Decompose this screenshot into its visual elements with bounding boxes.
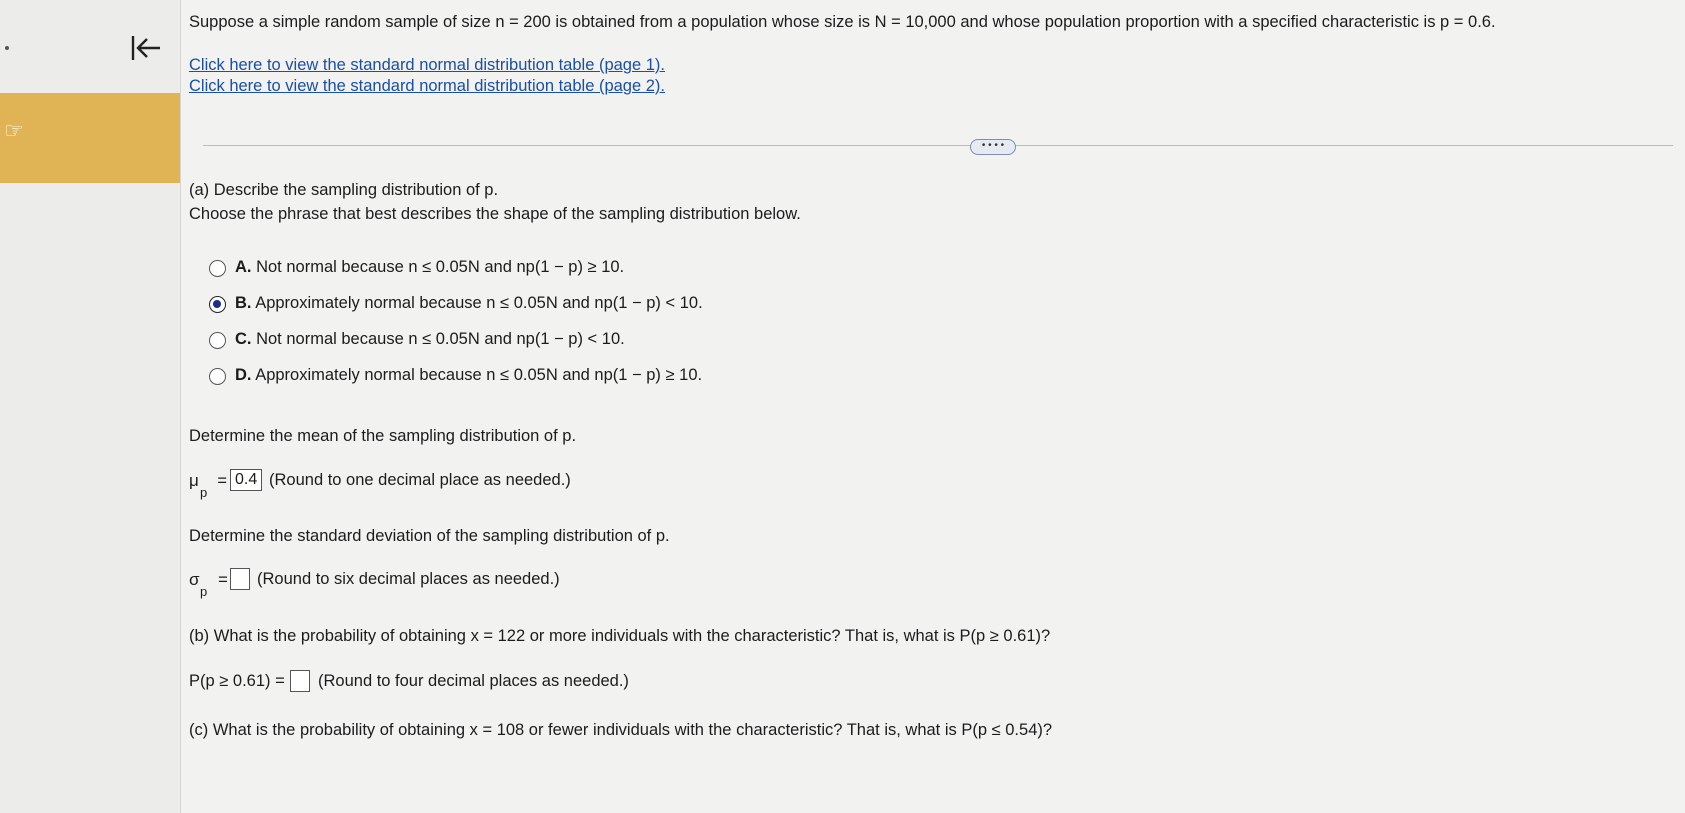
normal-table-page1-link[interactable]: Click here to view the standard normal distribution table (page 1). — [189, 56, 665, 74]
part-b-input[interactable] — [290, 670, 310, 692]
sidebar-marker — [5, 46, 9, 50]
option-c-letter: C. — [235, 330, 252, 348]
mean-prompt: Determine the mean of the sampling distribution of p. — [189, 427, 577, 445]
section-divider — [203, 145, 1673, 146]
mean-hint: (Round to one decimal place as needed.) — [269, 471, 571, 489]
part-a-heading: (a) Describe the sampling distribution of p. — [189, 181, 499, 199]
option-a-letter: A. — [235, 258, 252, 276]
part-b-answer-label: P(p ≥ 0.61) = — [189, 672, 285, 690]
mean-symbol: μ — [189, 471, 199, 490]
collapse-sidebar-button[interactable] — [126, 30, 166, 66]
part-b-hint: (Round to four decimal places as needed.) — [318, 672, 629, 690]
sd-symbol: σ — [189, 570, 200, 589]
option-b-radio[interactable] — [209, 296, 226, 313]
option-d-letter: D. — [235, 366, 252, 384]
part-c-question: (c) What is the probability of obtaining x = 108 or fewer individuals with the characteristic? That is, what is P(p ≤ 0.54)? — [189, 721, 1053, 739]
option-b-letter: B. — [235, 294, 252, 312]
option-c[interactable] — [235, 330, 625, 349]
normal-table-page2-link[interactable]: Click here to view the standard normal distribution table (page 2). — [189, 77, 665, 95]
left-sidebar — [0, 0, 181, 813]
part-a-instruction: Choose the phrase that best describes the shape of the sampling distribution below. — [189, 205, 801, 223]
collapse-left-icon — [129, 33, 163, 63]
question-content — [189, 0, 1673, 813]
sd-subscript: p — [200, 584, 208, 599]
option-d[interactable] — [235, 366, 702, 385]
expand-more-button[interactable]: • • • • — [970, 139, 1016, 155]
sd-prompt: Determine the standard deviation of the sampling distribution of p. — [189, 527, 670, 545]
option-c-text: Not normal because n ≤ 0.05N and np(1 − p) < 10. — [256, 330, 625, 348]
sd-hint: (Round to six decimal places as needed.) — [257, 570, 560, 588]
problem-intro: Suppose a simple random sample of size n = 200 is obtained from a population whose size is N = 10,000 and whose population proportion with a specified characteristic is p = 0.6. — [189, 13, 1496, 31]
part-b-question: (b) What is the probability of obtaining x = 122 or more individuals with the characteristic? That is, what is P(p ≥ 0.61)? — [189, 627, 1051, 645]
mean-input[interactable]: 0.4 — [230, 469, 262, 491]
sidebar-highlight[interactable] — [0, 93, 180, 183]
sd-answer-row: σ p = — [189, 570, 228, 599]
mean-answer-row: μ p = — [189, 471, 228, 500]
option-a-radio[interactable] — [209, 260, 226, 277]
option-d-radio[interactable] — [209, 368, 226, 385]
option-d-text: Approximately normal because n ≤ 0.05N and np(1 − p) ≥ 10. — [255, 366, 703, 384]
option-b-text: Approximately normal because n ≤ 0.05N and np(1 − p) < 10. — [255, 294, 703, 312]
hand-cursor-icon: ☞ — [4, 118, 24, 143]
mean-subscript: p — [200, 485, 208, 500]
option-b[interactable] — [235, 294, 703, 313]
option-c-radio[interactable] — [209, 332, 226, 349]
option-a-text: Not normal because n ≤ 0.05N and np(1 − p) ≥ 10. — [256, 258, 625, 276]
option-a[interactable] — [235, 258, 624, 277]
sd-input[interactable] — [230, 568, 250, 590]
